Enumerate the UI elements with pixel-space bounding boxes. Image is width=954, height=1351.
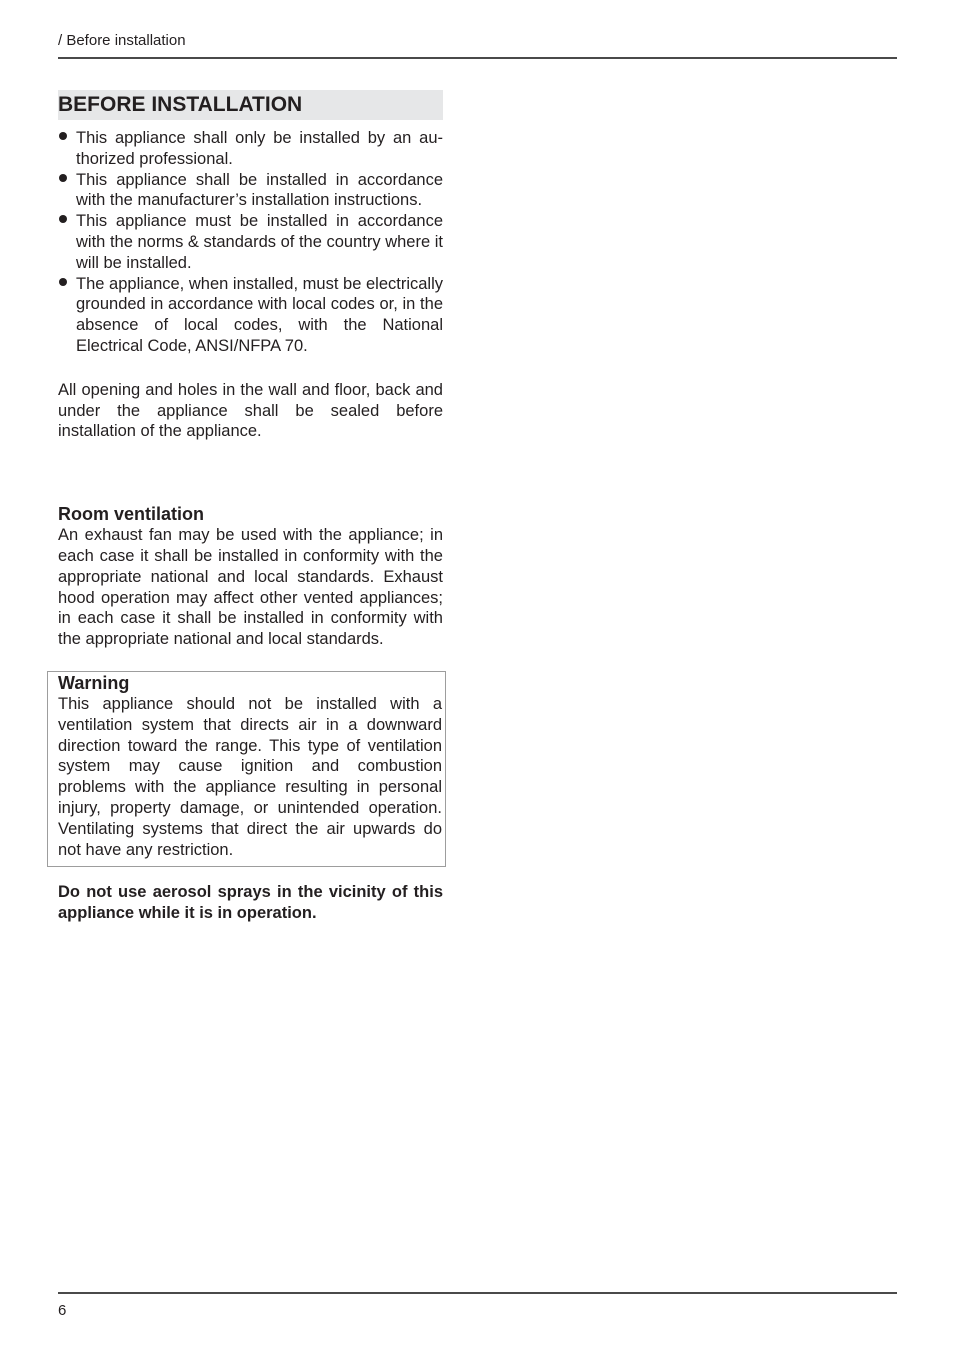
running-header: / Before installation (58, 32, 186, 49)
bullet-icon (59, 174, 67, 182)
main-column (58, 90, 443, 924)
bullet-icon (59, 215, 67, 223)
bullet-icon (59, 132, 67, 140)
aerosol-note: Do not use aerosol sprays in the vicinity of this appliance while it is in operation. (58, 883, 443, 923)
warning-box (47, 671, 446, 867)
list-item (58, 211, 443, 273)
list-item-text: This appliance shall be installed in accordance with the manufacturer’s installation instructions. (76, 170, 443, 210)
list-item (58, 170, 443, 212)
requirements-list (58, 128, 443, 357)
list-item-text: This appliance must be installed in accordance with the norms & standards of the country where it will be installed. (76, 212, 443, 272)
list-item (58, 274, 443, 357)
bullet-icon (59, 278, 67, 286)
warning-text: This appliance should not be installed with a ventilation system that directs air in a downward direction toward the range. This type of ventilation system may cause ignition and combustion problems with the appliance resulting in personal injury, property damage, or unintended operation. Ventilating systems that direct the air upwards do not have any restriction. (58, 694, 442, 859)
footer-divider (58, 1292, 897, 1294)
ventilation-paragraph: An exhaust fan may be used with the appliance; in each case it shall be installed in conformity with the appropriate national and local standards. Exhaust hood operation may affect other vented appliances; in each case it shall be installed in conformity with the appropriate national and local standards. (58, 526, 443, 649)
section-title: BEFORE INSTALLATION (58, 90, 443, 120)
list-item (58, 128, 443, 170)
ventilation-heading: Room ventilation (58, 504, 205, 525)
warning-title: Warning (58, 672, 130, 693)
page-number: 6 (58, 1302, 67, 1319)
list-item-text: The appliance, when installed, must be electrically grounded in accordance with local codes or, in the absence of local codes, with the National Electrical Code, ANSI/NFPA 70. (76, 274, 443, 355)
header-divider (58, 57, 897, 59)
list-item-text: This appliance shall only be installed by an authorized professional. (76, 129, 443, 168)
sealing-paragraph: All opening and holes in the wall and floor, back and under the appliance shall be sealed before installation of the appliance. (58, 380, 443, 441)
